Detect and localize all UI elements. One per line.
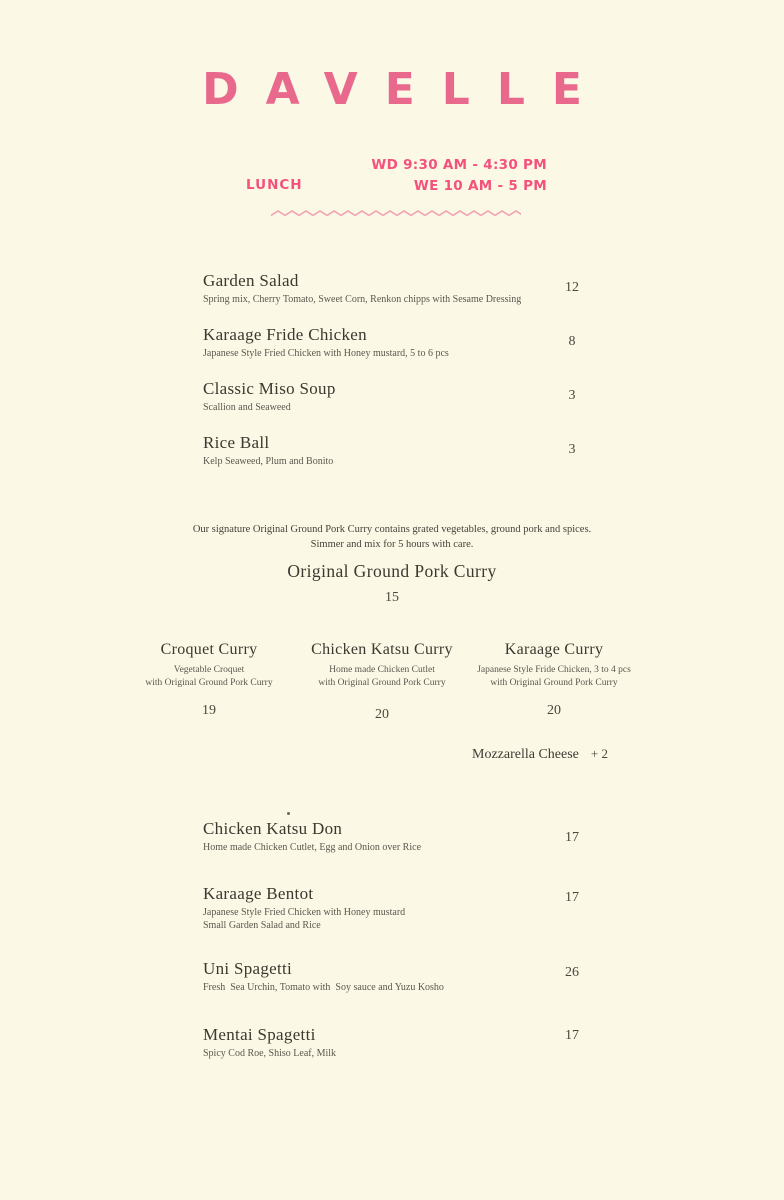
menu-item-classic-miso-soup (203, 379, 623, 415)
addon-name: Mozzarella Cheese (472, 747, 579, 762)
item-description: Japanese Style Fried Chicken with Honey mustard, 5 to 6 pcs (203, 348, 449, 359)
item-name: Rice Ball (203, 433, 270, 452)
item-name: Uni Spagetti (203, 959, 293, 978)
curry-variant-karaage (444, 640, 664, 719)
item-price: 17 (565, 830, 579, 845)
item-description: Spicy Cod Roe, Shiso Leaf, Milk (203, 1048, 337, 1059)
lunch-label: LUNCH (246, 177, 303, 193)
item-description: Home made Chicken Cutlet, Egg and Onion over Rice (203, 842, 422, 853)
item-price: 3 (568, 388, 576, 403)
variant-price: 19 (202, 703, 216, 718)
menu-item-mentai-spagetti (203, 1025, 623, 1061)
curry-intro-line1: Our signature Original Ground Pork Curry contains grated vegetables, ground pork and spices. (192, 524, 592, 535)
item-description: Spring mix, Cherry Tomato, Sweet Corn, Renkon chipps with Sesame Dressing (203, 294, 522, 305)
item-price: 12 (565, 280, 579, 295)
item-name: Chicken Katsu Don (203, 819, 343, 838)
item-description: Kelp Seaweed, Plum and Bonito (203, 456, 334, 467)
item-price: 17 (565, 890, 579, 905)
item-price: 3 (568, 442, 576, 457)
variant-price: 20 (547, 703, 561, 718)
opening-hours (371, 155, 547, 197)
hours-line-weekday: WD 9:30 AM - 4:30 PM (371, 157, 547, 173)
hours-line-weekend: WE 10 AM - 5 PM (413, 178, 547, 194)
menu-item-chicken-katsu-don (203, 819, 623, 855)
item-description: Scallion and Seaweed (203, 402, 291, 413)
variant-description: Home made Chicken Cutlet (329, 665, 435, 675)
addon-price: + 2 (590, 746, 608, 761)
menu-item-karaage-fride-chicken (203, 325, 623, 361)
item-name: Karaage Fride Chicken (203, 325, 367, 344)
variant-name: Karaage Curry (504, 641, 604, 658)
item-price: 8 (568, 334, 576, 349)
curry-heading: Original Ground Pork Curry (287, 561, 497, 581)
variant-description: with Original Ground Pork Curry (490, 678, 618, 688)
item-description: Small Garden Salad and Rice (203, 919, 321, 931)
item-name: Garden Salad (203, 271, 299, 290)
variant-description: with Original Ground Pork Curry (145, 678, 273, 688)
item-description: Fresh Sea Urchin, Tomato with Soy sauce and Yuzu Kosho (203, 982, 444, 993)
curry-intro-line2: Simmer and mix for 5 hours with care. (310, 538, 474, 550)
item-name: Classic Miso Soup (203, 379, 336, 398)
item-name: Karaage Bentot (203, 884, 314, 903)
menu-item-karaage-bentot (203, 884, 623, 932)
variant-description: Vegetable Croquet (173, 665, 245, 675)
item-price: 26 (565, 965, 579, 980)
variant-price: 20 (375, 707, 389, 722)
curry-intro (0, 523, 784, 552)
variant-name: Croquet Curry (160, 641, 258, 658)
variant-name: Chicken Katsu Curry (311, 641, 453, 658)
item-name: Mentai Spagetti (203, 1025, 316, 1044)
menu-item-uni-spagetti (203, 959, 623, 995)
item-description: Japanese Style Fried Chicken with Honey mustard (203, 907, 406, 918)
curry-price: 15 (385, 590, 399, 605)
item-price: 17 (565, 1028, 579, 1043)
zigzag-divider-icon (271, 208, 521, 218)
stray-dot-mark (287, 812, 290, 815)
menu-item-garden-salad (203, 271, 623, 307)
variant-description: Japanese Style Fride Chicken, 3 to 4 pcs (477, 665, 631, 675)
brand-title: DAVELLE (202, 64, 609, 115)
variant-description: with Original Ground Pork Curry (318, 678, 446, 688)
addon-mozzarella-cheese (472, 746, 608, 763)
menu-item-rice-ball (203, 433, 623, 469)
